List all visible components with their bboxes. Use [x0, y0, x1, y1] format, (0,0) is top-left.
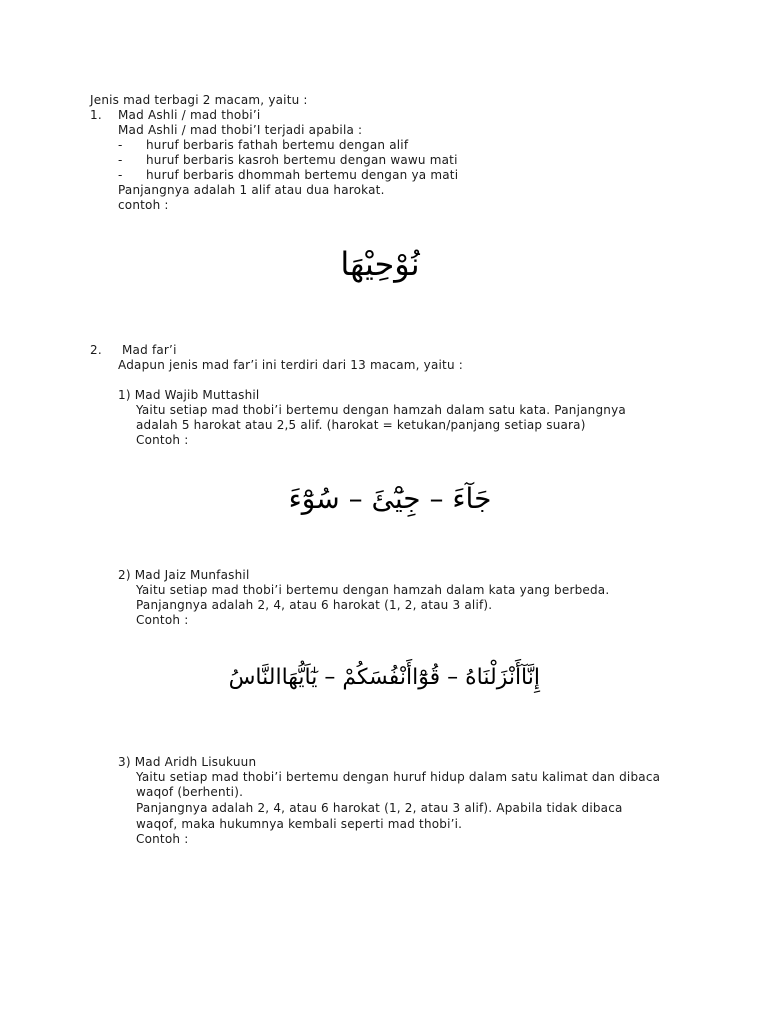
arabic-example-2: جَآءَ – جِيْٓئَ – سُوْٓءَ: [288, 482, 492, 515]
item-text-line: Panjangnya adalah 2, 4, atau 6 harokat (1, 2, atau 3 alif). Apabila tidak dibaca: [136, 801, 623, 815]
condition-item: huruf berbaris fathah bertemu dengan alif: [146, 138, 409, 152]
item-text-line: Panjangnya adalah 2, 4, atau 6 harokat (1, 2, atau 3 alif).: [136, 598, 493, 612]
item-text-line: Yaitu setiap mad thobi’i bertemu dengan hamzah dalam kata yang berbeda.: [136, 583, 610, 597]
item-text-line: waqof (berhenti).: [136, 785, 244, 799]
arabic-example-1: نُوْحِيْهَا: [340, 245, 420, 283]
item-text-line: adalah 5 harokat atau 2,5 alif. (harokat = ketukan/panjang setiap suara): [136, 418, 586, 432]
bullet-marker: -: [118, 138, 123, 152]
item-text-line: Yaitu setiap mad thobi’i bertemu dengan huruf hidup dalam satu kalimat dan dibaca: [136, 770, 661, 784]
section1-condition-intro: Mad Ashli / mad thobi’I terjadi apabila :: [118, 123, 363, 137]
condition-item: huruf berbaris kasroh bertemu dengan wawu mati: [146, 153, 458, 167]
section1-title: Mad Ashli / mad thobi’i: [118, 108, 261, 122]
intro-text: Jenis mad terbagi 2 macam, yaitu :: [90, 93, 308, 107]
item-example-label: Contoh :: [136, 433, 189, 447]
item-example-label: Contoh :: [136, 832, 189, 846]
item-title: 3) Mad Aridh Lisukuun: [118, 755, 257, 769]
item-text-line: waqof, maka hukumnya kembali seperti mad thobi’i.: [136, 817, 463, 831]
section2-title: Mad far’i: [122, 343, 177, 357]
section2-intro: Adapun jenis mad far’i ini terdiri dari 13 macam, yaitu :: [118, 358, 464, 372]
arabic-example-3: إِنَّآأَنْزَلْنَاهُ – قُوْٓاأَنْفُسَكُمْ – يٰٓاَيُّهَاالنَّاسُ: [228, 665, 540, 690]
item-example-label: Contoh :: [136, 613, 189, 627]
section2-number: 2.: [90, 343, 102, 357]
item-text-line: Yaitu setiap mad thobi’i bertemu dengan hamzah dalam satu kata. Panjangnya: [136, 403, 626, 417]
condition-item: huruf berbaris dhommah bertemu dengan ya mati: [146, 168, 459, 182]
bullet-marker: -: [118, 168, 123, 182]
section1-number: 1.: [90, 108, 102, 122]
item-title: 2) Mad Jaiz Munfashil: [118, 568, 250, 582]
item-title: 1) Mad Wajib Muttashil: [118, 388, 260, 402]
section1-example-label: contoh :: [118, 198, 169, 212]
bullet-marker: -: [118, 153, 123, 167]
section1-length: Panjangnya adalah 1 alif atau dua harokat.: [118, 183, 385, 197]
